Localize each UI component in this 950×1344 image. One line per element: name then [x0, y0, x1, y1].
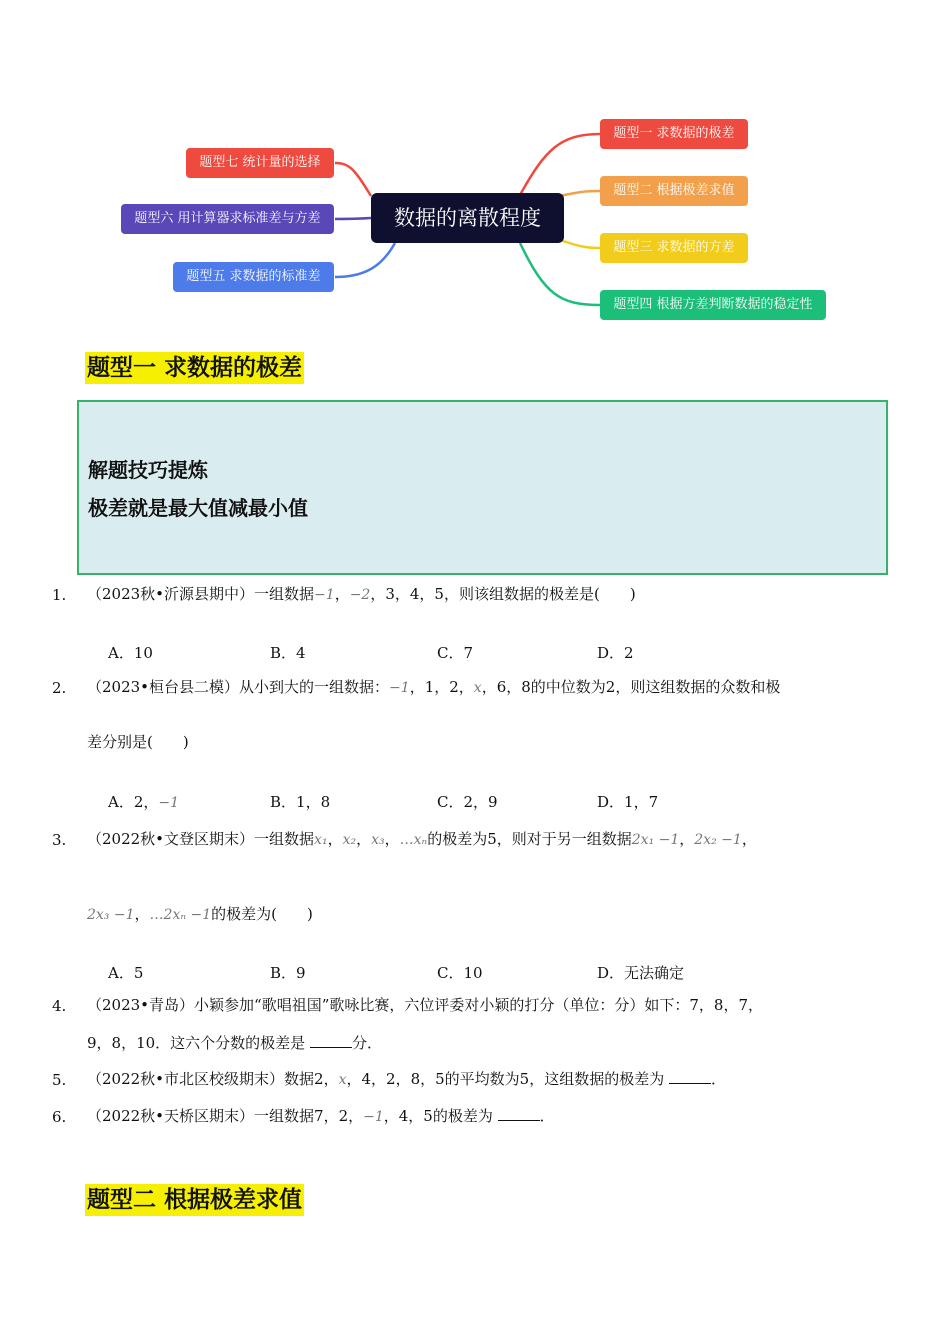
question-5: （2022秋•市北区校级期末）数据2，x，4，2，8，5的平均数为5，这组数据的极差为 ． — [87, 1070, 727, 1088]
question-6: （2022秋•天桥区期末）一组数据7，2，−1，4，5的极差为 ． — [87, 1107, 555, 1125]
mindmap-node-2: 题型二 根据极差求值 — [600, 176, 748, 206]
option-a: A．10 — [108, 644, 153, 662]
option-c: C．7 — [437, 644, 474, 662]
question-2: （2023•桓台县二模）从小到大的一组数据：−1，1，2，x，6，8的中位数为2，则这组数据的众数和极 — [87, 678, 781, 696]
question-number: 5. — [52, 1071, 67, 1089]
option-d: D．2 — [597, 644, 634, 662]
question-3-line2: 2x₃ −1，…2xₙ −1的极差为( ) — [87, 905, 313, 923]
answer-paren: ( ) — [147, 733, 189, 751]
option-a: A．2，−1 — [108, 793, 180, 811]
question-2-line2: 差分别是( ) — [87, 733, 189, 751]
mindmap-node-1: 题型一 求数据的极差 — [600, 119, 748, 149]
mindmap-center: 数据的离散程度 — [371, 193, 564, 243]
question-4-line2: 9，8，10．这六个分数的极差是 分． — [87, 1034, 382, 1052]
answer-paren: ( ) — [593, 585, 636, 603]
section-title-1: 题型一 求数据的极差 — [85, 352, 304, 384]
mindmap-node-5: 题型五 求数据的标准差 — [173, 262, 334, 292]
question-source: （2023秋•沂源县期中） — [87, 585, 255, 603]
mindmap-node-4: 题型四 根据方差判断数据的稳定性 — [600, 290, 826, 320]
option-a: A．5 — [108, 964, 144, 982]
question-number: 3. — [52, 831, 67, 849]
answer-paren: ( ) — [271, 905, 313, 923]
question-number: 2. — [52, 679, 67, 697]
tips-content: 极差就是最大值减最小值 — [88, 496, 308, 520]
option-d: D．1，7 — [597, 793, 659, 811]
question-number: 1. — [52, 586, 67, 604]
question-source: （2023•桓台县二模） — [87, 678, 240, 696]
option-c: C．2，9 — [437, 793, 498, 811]
option-b: B．4 — [270, 644, 306, 662]
question-source: （2022秋•市北区校级期末） — [87, 1070, 285, 1088]
mindmap-node-3: 题型三 求数据的方差 — [600, 233, 748, 263]
mindmap-connectors — [0, 0, 950, 340]
answer-blank — [498, 1106, 540, 1121]
question-source: （2022秋•天桥区期末） — [87, 1107, 255, 1125]
question-3: （2022秋•文登区期末）一组数据x₁，x₂，x₃，…xₙ的极差为5，则对于另一组数据2x₁ −1，2x₂ −1， — [87, 830, 757, 848]
question-number: 4. — [52, 997, 67, 1015]
question-1: （2023秋•沂源县期中）一组数据−1，−2，3，4，5，则该组数据的极差是( ) — [87, 585, 636, 603]
tips-heading: 解题技巧提炼 — [88, 458, 208, 482]
mindmap-node-7: 题型七 统计量的选择 — [186, 148, 334, 178]
question-source: （2023•青岛） — [87, 996, 195, 1014]
answer-blank — [310, 1033, 352, 1048]
question-number: 6. — [52, 1108, 67, 1126]
section-title-2: 题型二 根据极差求值 — [85, 1184, 304, 1216]
option-b: B．1，8 — [270, 793, 331, 811]
answer-blank — [669, 1069, 711, 1084]
question-source: （2022秋•文登区期末） — [87, 830, 255, 848]
tips-box — [77, 400, 888, 575]
option-b: B．9 — [270, 964, 306, 982]
question-4: （2023•青岛）小颖参加“歌唱祖国”歌咏比赛，六位评委对小颖的打分（单位：分）如下：7，8，7， — [87, 996, 764, 1014]
option-c: C．10 — [437, 964, 483, 982]
mindmap-node-6: 题型六 用计算器求标准差与方差 — [121, 204, 334, 234]
option-d: D．无法确定 — [597, 964, 685, 982]
